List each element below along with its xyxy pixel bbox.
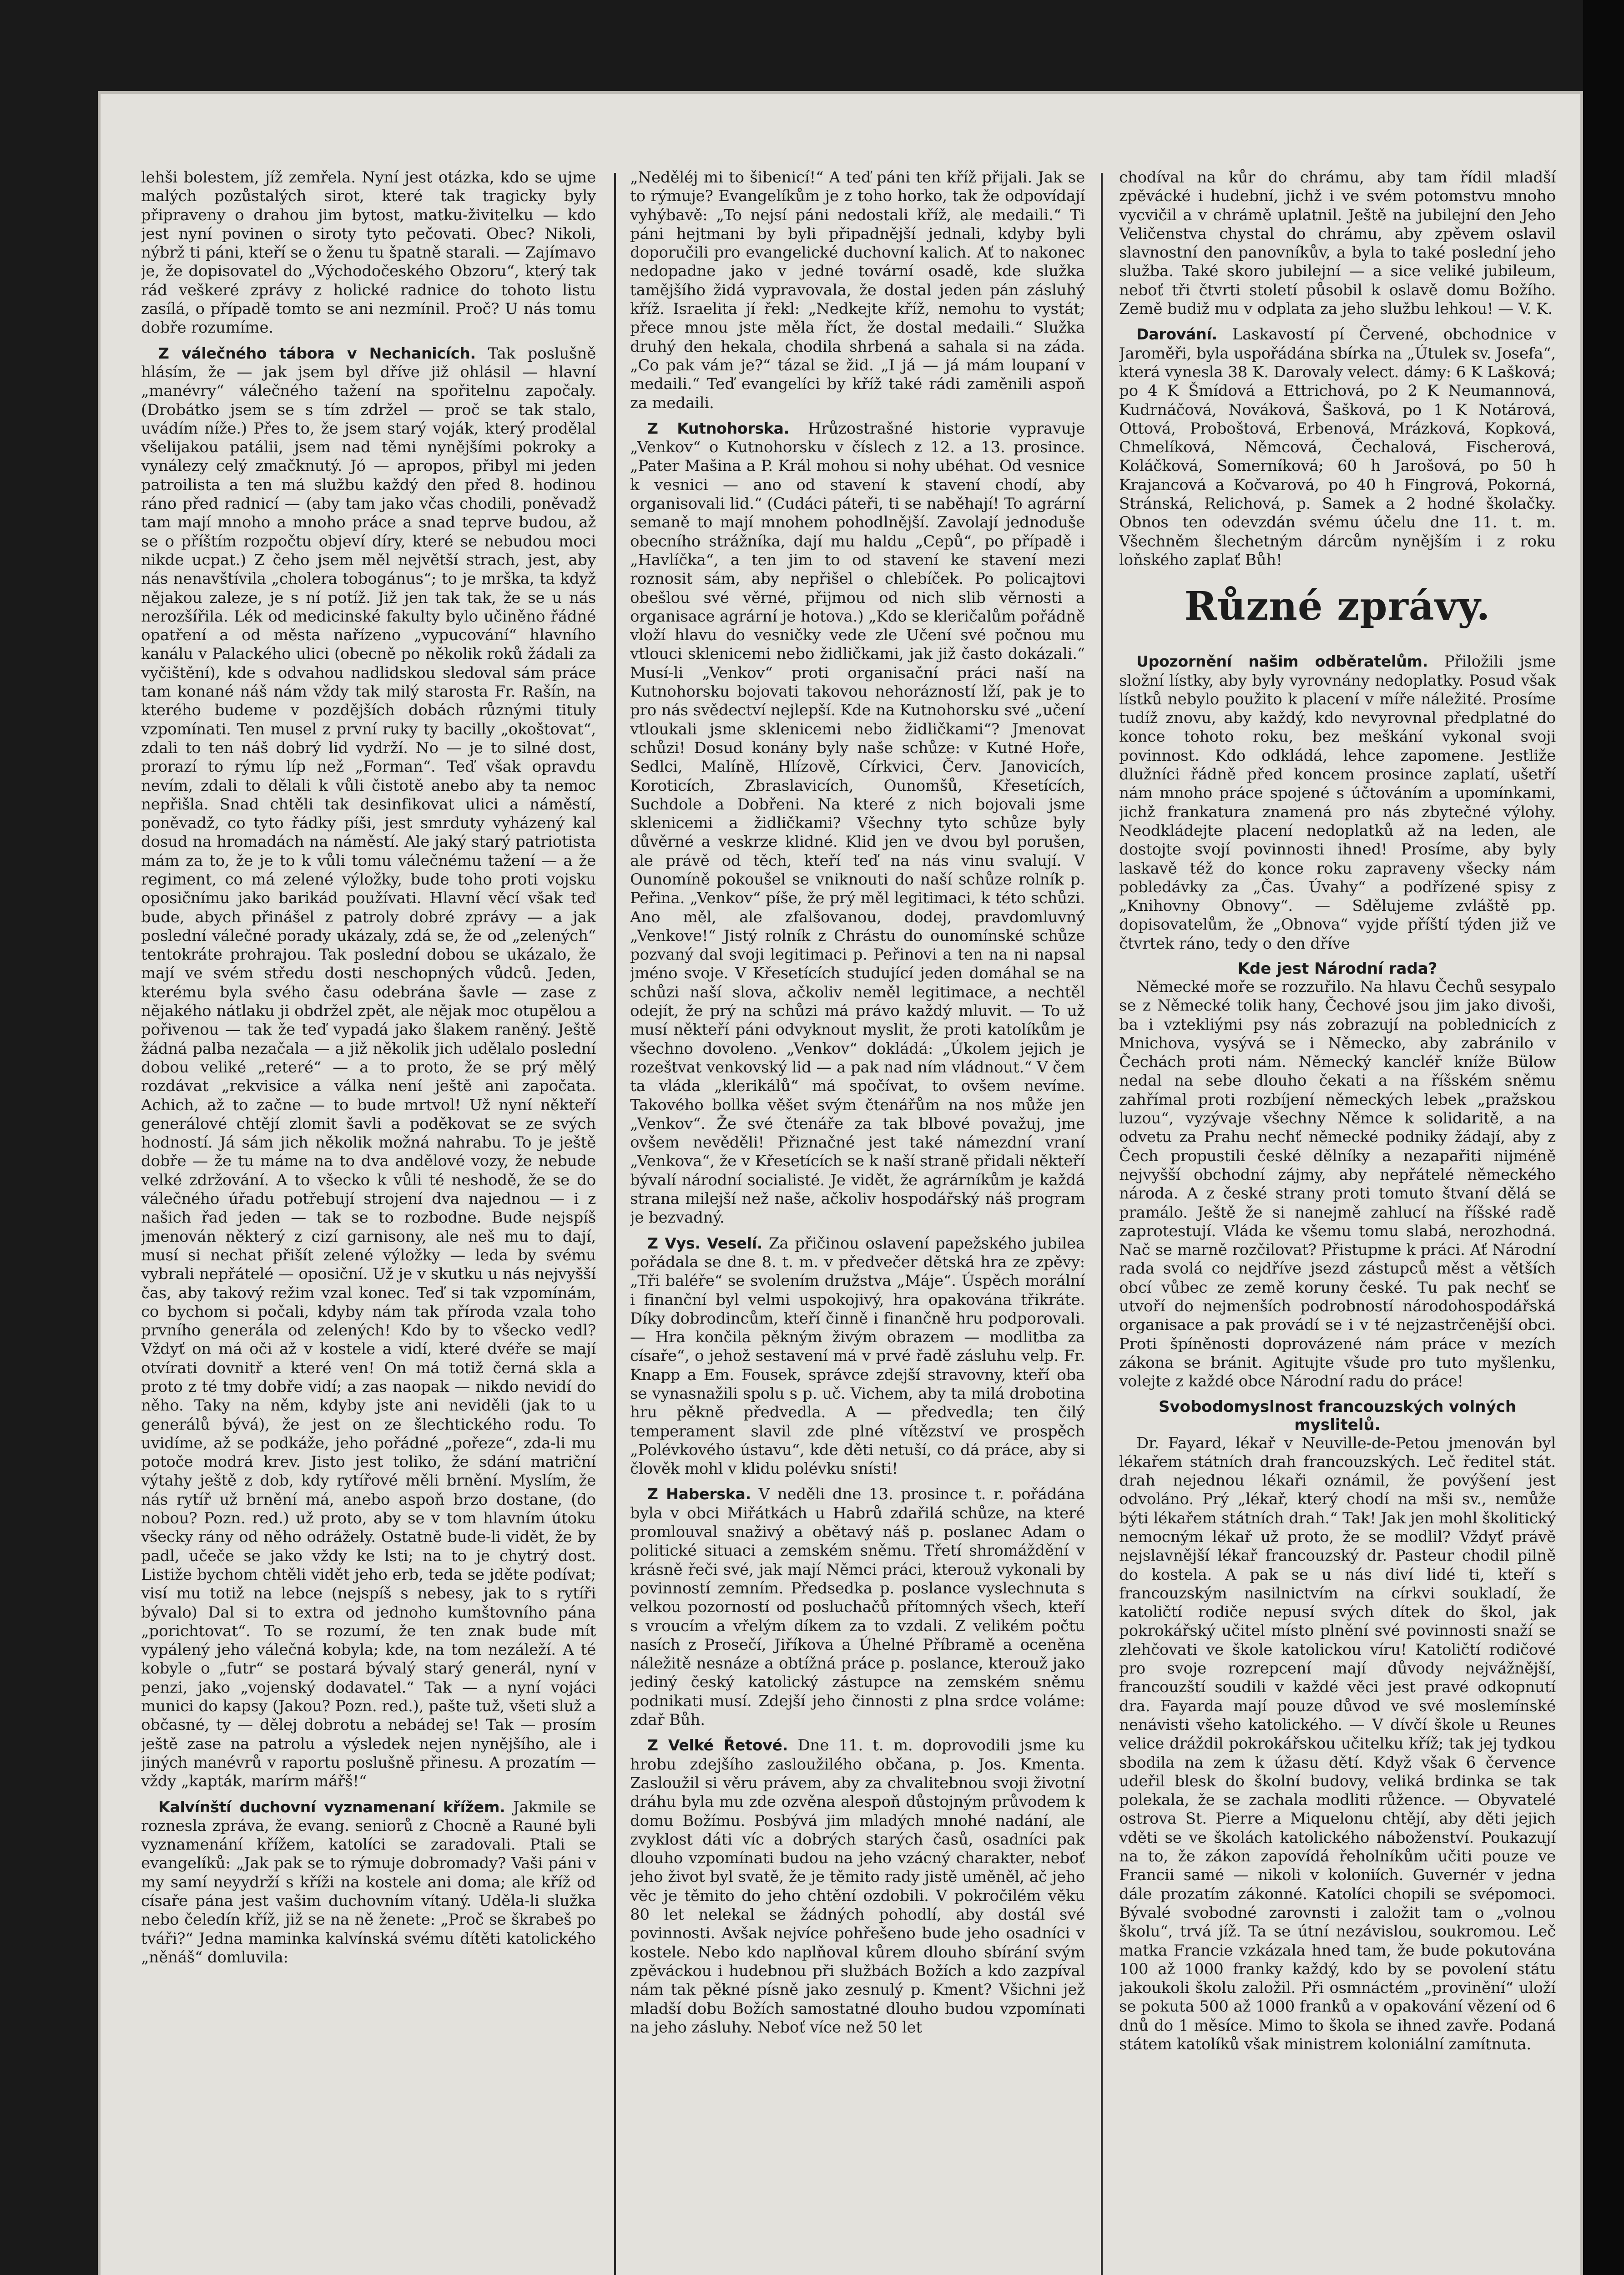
column-rule [614,173,616,2275]
article-text: Tak poslušně hlásím, že — jak jsem byl dříve již ohlásil — hlavní „manévry“ válečného tažení na spořitelnu započaly. (Drobátko jsem se s tím zdržel — proč se tak stalo, uvádím níže.) Přes to, že jsem starý voják, který prodělal všelijakou patálii, jsem nad těmi nynějšími pokroky a vynálezy celý zmačknutý. Jó — apropos, přibyl mi jeden patroilista a ten má službu každý den před 8. hodinou ráno před radnicí — (aby tam jako včas chodili, poněvadž tam mají mnoho a mnoho práce a snad teprve budou, až se o příštím rozpočtu objeví díry, které se nebudou moci nikde ucpat.) Z čeho jsem měl největší strach, jest, aby nás nenavštívila „cholera tobogánus“; to je mrška, ta když nějakou zaleze, je s ní potíž. Již jen tak tak, že se u nás nerozšířila. Lék od medicinské fakulty bylo učiněno řádné opatření a od města nařízeno „vypucování“ hlavního kanálu v Palackého ulici (obecně po několik roků žádali za vyčištění), kde s odvahou nadlidskou sledoval sám práce tam konané náš nám vždy tak milý starosta Fr. Rašín, na kterého budeme v pozdějších dobách různými tituly vzpomínati. Ten musel z první ruky ty bacilly „okoštovat“, zdali to ten náš dobrý lid vydrží. No — je to silné dost, prorazí to rýmu líp než „Forman“. Teď však opravdu nevím, zdali to dělali k vůli čistotě anebo aby ta nemoc nepřišla. Snad chtěli tak desinfikovat ulici a náměstí, poněvadž, co tyto řádky píši, jest smrduty vyházený kal dosud na hromadách na náměstí. Ale jaký starý patriotista mám za to, že je to k vůli tomu válečnému tažení — a že regiment, co má zelené výložky, bude toho proti vojsku oposičnímu jako barikád používati. Hlavní věcí však teď bude, abych přinášel z patroly dobré zprávy — a jak poslední válečné porady ukázaly, zdá se, že od „zelených“ tentokráte prohrajou. Tak poslední dobou se ukázalo, že mají ve svém středu dosti neschopných vůdců. Jeden, kterému byla svého času odebrána šavle — zase z nějakého nátlaku ji obdržel zpět, ale nějak moc otupělou a pořivenou — tak že teď vypadá jako šlakem raněný. Ještě žádná palba nezačala — a již několik jich udělalo poslední dobou veliké „reteré“ — a to proto, že se prý mělý rozdávat „rekvisice a válka není ještě ani započata. Achich, až to začne — to bude mrtvol! Už nyní někteří generálové chtějí zlomit šavli a poděkovat se ze svých hodností. Já sám jich několik možná nahrabu. To je ještě dobře — že tu máme na to dva andělové vozy, že nebude velké zdržování. A to všecko k vůli té neshodě, že se do válečného úřadu potřebují strojení dva najednou — i z našich řad jeden — tak se to rozbodne. Bude nejspíš jmenován některý z cizí garnisony, ale neš mu to dají, musí si nechat přišít zelené výložky — leda by svému vybrali nepřátelé — oposiční. Už je v skutku u nás nejvyšší čas, aby takový režim vzal konec. Teď si tak vzpomínám, co bychom si počali, kdyby nám tak příroda vzala toho prvního generála od zelených! Kdo by to všecko vedl? Vždyť on má oči až v kostele a vidí, které dvéře se mají otvírati dovnitř a které ven! On má totiž černá skla a proto z té tmy dobře vidí; a zas naopak — nikdo nevidí do něho. Taky na něm, kdyby jste ani neviděli (jak to u generálů bývá), že jest on ze šlechtického rodu. To uvidíme, až se podkáže, jeho pořádné „pořeze“, zda-li mu potoče modrá krev. Jisto jest toliko, že sdání matriční výtahy ještě z dob, kdy rytířové měli brnění. Myslím, že nás rytíř už brnění má, anebo aspoň brzo dostane, (do nobou? Pozn. red.) už proto, aby se v tom hlavním útoku všecky rány od něho odrážely. Ostatně bude-li vidět, že by padl, učeče se jako vždy ke lsti; na to je chytrý dost. Listiže bychom chtěli vidět jeho erb, teda se jděte podívat; visí mu totiž na lebce (nejspíš s nebesy, jak to s rytíři bývalo) Dal si to extra od jednoho kumštovního pána „porichtovat“. To se rozumí, že ten znak bude mít vypálený jeho válečná kobyla; kde, na tom nezáleží. A té kobyle o „futr“ se postará bývalý starý generál, nyní v penzi, jako „vojenský dodavatel.“ Tak — a nyní vojáci munici do kapsy (Jakou? Pozn. red.), pašte tuž, všeti služ a občasné, ty — dělej dobrotu a nebádej se! Tak — prosím ještě zase na patrolu a výsledek nejen nynějšího, ale i jiných manévrů v raportu poslušně přinesu. A prozatím — vždy „kapták, marírm mářš!“ [141,344,596,1791]
article-heading: Darování. [1136,325,1217,344]
article-text: Jakmile se roznesla zpráva, že evang. seniorů z Chocně a Rauné byli vyznamenání křížem, katolíci se zaradovali. Ptali se evangelíků: „Jak pak se to rýmuje dobromady? Vaši páni v my samí neyydrží s kříži na kostele ani doma; ale kříž od císaře pána jest vašim duchovním vítaný. Uděla-li služka nebo čeledín kříž, již se na ně ženete: „Proč se škrabeš po tváři?“ Jedna maminka kalvínská svému dítěti katolického „něnáš“ domluvila: [141,1798,596,1967]
article-text: Dne 11. t. m. doprovodili jsme ku hrobu zdejšího zasloužilého občana, p. Jos. Kmenta. Zasloužil si věru právem, aby za chvalitebnou svoji životní dráhu byla mu zde ozvěna alespoň důstojným průvodem k domu Božímu. Posbývá jim mladých mnohé nadání, ale zvyklost dáti víc a dobrých starých časů, osadníci pak dlouho vzpomínati budou na jeho vzácný charakter, neboť jeho život byl svatě, že je těmito rady jistě uměněl, ač jeho věc je těmito do jeho chtění ozdobili. V pokročilém věku 80 let nelekal se žádných pohodlí, aby dostál své povinnosti. Avšak nejvíce pohřešeno bude jeho osadníci v kostele. Nebo kdo naplňoval kůrem dlouho sbírání svým zpěváckou i hudebnou při službách Božích a kdo zazpíval nám tak pěkné písně jako zesnulý p. Kment? Všichni jež mladší dobu Božích samostatné dlouho budou vzpomínati na jeho zásluhy. Neboť více než 50 let [630,1736,1085,2037]
article-text: Hrůzostrašné historie vypravuje „Venkov“ o Kutnohorsku v číslech z 12. a 13. prosince. „Pater Mašina a P. Král mohou si nohy ubéhat. Od vesnice k vesnici — ano od stavení k stavení chodí, aby organisovali lid.“ (Cudáci páteři, ti se naběhají! To agrární semaně to mají mnohem pohodlnější. Zavolají jednoduše obecního strážníka, dají mu haldu „Cepů“, po případě i „Havlíčka“, a ten jim to od stavení ke stavení mezi roznosit sám, aby nepřišel o chlebíček. Po policajtovi obešlou své věrné, přijmou od nich slib věrnosti a organisace agrární je hotova.) „Kdo se kleričalům pořádně vloží hlavu do vesničky vede zle Učení své počnou mu vtlouci sklenicemi nebo židličkami, jak již často dokázali.“ Musí-li „Venkov“ proti organisační práci naší na Kutnohorsku bojovati takovou nehorázností lží, pak je to pro nás svědectví nejlepší. Kde na Kutnohorsku své „učení vtloukali jsme sklenicemi nebo židličkami“? Jmenovat schůzi! Dosud konány byly naše schůze: v Kutné Hoře, Sedlci, Malíně, Hlízově, Církvici, Červ. Janovicích, Koroticích, Zbraslavicích, Ounomšů, Křesetících, Suchdole a Dobřeni. Na které z nich bojovali jsme sklenicemi a židličkami? Všechny tyto schůze byly důvěrné a veskrze klidné. Klid jen ve dvou byl porušen, ale právě od těch, kteří teď na nás vinu svalují. V Ounomíně pokoušel se vniknouti do naší schůze rolník p. Peřina. „Venkov“ píše, že prý měl legitimaci, k této schůzi. Ano měl, ale zfalšovanou, dodej, pravdomluvný „Venkove!“ Jistý rolník z Chrástu do ounomínské schůze pozvaný dal svoji legitimaci p. Peřinovi a ten na ni napsal jméno svoje. V Křesetících studující jeden domáhal se na schůzi naší slova, ačkoliv neměl legitimace, a nechtěl odejít, že prý na schůzi má právo každý mluvit. — To už musí někteří páni odvyknout myslit, že proti katolíkům je všechno dovoleno. „Venkov“ dokládá: „Úkolem jejich je rozeštvat venkovský lid — a pak nad ním vládnout.“ V čem ta vláda „klerikálů“ má spočívat, to ovšem nevíme. Takového bollka věšet svým čtenářům na nos může jen „Venkov“. Že své čtenáře za tak blbové považuj, jme ovšem nevěděli! Přiznačné jest také námezdní vraní „Venkova“, že v Křesetících se k naší straně přidali někteří bývalí národní socialisté. Je vidět, že agrárníkům je každá strana milejší než naše, ačkoliv hospodářský náš program je bezvadný. [630,419,1085,1227]
article-heading: Svobodomyslnost francouzských volných myslitelů. [1158,1397,1517,1434]
article-paragraph [630,419,1085,1228]
article-text: V neděli dne 13. prosince t. r. pořádána byla v obci Miřátkách u Habrů zdařilá schůze, na které promlouval snaživý a obětavý náš p. poslanec Adam o politické situaci a zemském sněmu. Třetí shromáždění v krásně řeči své, jak mají Němci práci, kterouž vykonali by povinností zemním. Předsedka p. poslance vyslechnuta s velkou pozorností od posluchačů přítomných všech, kteří s vroucím a vřelým díkem za to vzdali. Z velikém počtu nasích z Prosečí, Jiříkova a Úhelné Příbramě a oceněna náležitě nesnáze a obtížná práce p. poslance, kterouž jako jediný český katolický zástupce na zemském sněmu podnikati musí. Zdejší jeho činnosti z plna srdce voláme: zdař Bůh. [630,1485,1085,1729]
article-text: Německé moře se rozzuřilo. Na hlavu Čechů sesypalo se z Německé tolik hany, Čechové jsou jim jako divoši, ba i vztekliými psy nás zobrazují na poblednicích z Mnichova, vysývá se i Německo, aby zabránilo v Čechách proti nám. Německý kancléř kníže Bülow nedal na sebe dlouho čekati a na říšském sněmu zahřímal proti rozbíjení německých lebek „pražskou luzou“, vyzývaje všechny Němce k solidaritě, a na odvetu za Prahu nechť německé podniky žádají, aby z Čech propustili české dělníky a nezapařiti nijméně nejvyšší obchodní zájmy, aby nepřátelé německého národa. A z české strany proti tomuto štvaní dělá se pramálo. Ještě že si nanejmě zahlucí na říšské radě zaprotestují. Vláda ke všemu tomu slabá, nerozhodná. Nač se marně rozčilovat? Přistupme k práci. Ať Národní rada svolá co nejdříve jsezd zástupců měst a větších obcí vůbec ze země koruny české. Tu pak nechť se utvoří do nejmenších podrobností národohospodářská organisace a pak provádí se i v té nejzastrčenější obci. Proti špíněnosti doprovázené nám práce v mezích zákona se bránit. Agitujte všude pro tuto myšlenku, volejte z každé obce Národní radu do práce! [1119,977,1556,1391]
article-heading: Kalvínští duchovní vyznamenaní křížem. [158,1798,505,1816]
article-text: Za přičinou oslavení papežského jubilea pořádala se dne 8. t. m. v předvečer dětská hra ze zpěvy: „Tři baléře“ se svolením družstva „Máje“. Úspěch morální i finanční byl velmi uspokojivý, hra opakována třikráte. Díky dobrodincům, kteří činně i finančně hru podporovali. — Hra končila pěkným živým obrazem — modlitba za císaře“, o jehož sestavení má v prvé řadě zásluhu velp. Fr. Knapp a Em. Fousek, správce zdejší stravovny, kteří oba se vynasnažili spolu s p. uč. Vichem, aby ta milá drobotina hru pěkně předvedla. A — předvedla; ten čilý temperament slavil zde plné vítězství ve prospěch „Polévkového ústavu“, kde děti netuší, co dá práce, aby si člověk mohl v klidu polévku snísti! [630,1234,1085,1478]
newspaper-page [98,91,1583,2275]
article-paragraph [1119,325,1556,570]
article-heading: Z Haberska. [647,1485,751,1503]
article-paragraph [1119,652,1556,953]
column-rule [1101,173,1103,2275]
article-paragraph [141,1798,596,1967]
column-right [1119,168,1556,2275]
article-text: chodíval na kůr do chrámu, aby tam řídil mladší zpěvácké i hudební, jichž i ve svém potomstvu mnoho vycvičil a v chrámě uplatnil. Ještě na jubilejní den Jeho Veličenstva chystal do chrámu, aby zpěvem oslavil slavnostní den panovníkův, a byla to také poslední jeho služba. Také skoro jubilejní — a sice veliké jubileum, neboť tři čtvrti století působil k oslavě domu Božího. Země budiž mu v odplata za jeho službu lehkou! — V. K. [1119,168,1556,318]
article-text: Laskavostí pí Červené, obchodnice v Jaroměři, byla uspořádána sbírka na „Útulek sv. Josefa“, která vynesla 38 K. Darovaly velect. dámy: 6 K Lašková; po 4 K Šmídová a Ettrichová, po 2 K Neumannová, Kudrnáčová, Nováková, Šašková, po 1 K Notárová, Ottová, Proboštová, Erbenová, Mrázková, Kopková, Chmelíková, Němcová, Čechalová, Fischerová, Koláčková, Somerníková; 60 h Jarošová, po 50 h Krajancová a Kočvarová, po 40 h Fingrová, Pokorná, Stránská, Relichová, p. Samek a 2 hodné školačky. Obnos ten odevzdán svému účelu dne 11. t. m. Všechněm šlechetným dárcům nynějším i z roku loňského zaplať Bůh! [1119,325,1556,569]
article-paragraph [630,1485,1085,1729]
article-text: „Neděléj mi to šibenicí!“ A teď páni ten kříž přijali. Jak se to rýmuje? Evangelíkům je z toho horko, tak že odpovídají vyhýbavě: „To nejsí páni nedostali kříž, ale medaili.“ Ti páni hejtmani by byli připadnější jednali, kdyby byli doporučili pro evangelické duchovní kalich. Ať to nakonec nedopadne jako v jedné tovární osadě, kde služka tamějšího židá vypravovala, že dostal jeden pán zásluhý kříž. Israelita jí řekl: „Nedkejte kříž, nemohu to vystát; přece mnou jste měla říct, že dostal medaili.“ Služka druhý den hekala, chodila shrbená a sahala si na záda. „Co pak vám je?“ tázal se žid. „I já — já mám loupaní v medaili.“ Teď evangelíci by kříž také rádi zaměnili aspoň za medaili. [630,168,1085,412]
article-text: Dr. Fayard, lékař v Neuville-de-Petou jmenován byl lékařem státních drah francouzských. Leč ředitel stát. drah nejednou lékaři oznámil, že povýšení jest odvoláno. Prý „lékař, který chodí na mši sv., nemůže býti lékařem státních drah.“ Tak! Jak jen mohl školitický nemocným lékař už proto, že se modlil? Vždyť právě nejslavnější lékař francouzský dr. Pasteur chodil pilně do kostela. A pak se u nás diví lidé ti, kteří s francouzským nasilnictvím na církvi soukladí, že katoličtí rodiče nepusí svých dítek do škol, jak pokrokářský učitel místo plnění své povinnosti snaží se zlehčovati ve škole katolickou víru! Katoličtí rodičové pro svoje rozrepcení mají důvody nejvážnější, francouzští soudili v každé věci jest pravé odkopnutí dra. Fayarda mají pouze důvod ve své moslemínské nenávisti všeho katolického. — V dívčí škole u Reunes velice dráždil pokrokářskou učitelku kříž; tak jej tydkou sbodila na zem k úžasu dětí. Když však 6 července udeřil blesk do školní budovy, veliká brdinka se tak polekala, že se zachala modliti růžence. — Obyvatelé ostrova St. Pierre a Miquelonu chtějí, aby děti jejich vděti se ve školách katolického náboženství. Poukazují na to, že zákon zapovídá řeholníkům učiti pouze ve Francii samé — nikoli v koloniích. Guvernér v jedna dále prozatím zákonné. Katolíci chopili se svépomoci. Bývalé svobodné zarovnsti i založit tam o „volnou školu“, trvá jíž. Ta se útní nezávislou, soukromou. Leč matka Francie vzkázala hned tam, že bude pokutována 100 až 1000 franky každý, kdo by se povolení státu jakoukoli školu založil. Při osmnáctém „provinění“ uloží se pokuta 500 až 1000 franků a v opakování vězení od 6 dnů do 1 měsíce. Mimo to škola se ihned zavře. Podaná státem katolíků však ministrem koloniální zamítnuta. [1119,1434,1556,2054]
article-heading: Z Velké Řetové. [647,1736,788,1754]
article-text: lehši bolestem, jíž zemřela. Nyní jest otázka, kdo se ujme malých pozůstalých sirot, které tak tragicky byly připraveny o drahou jim bytost, matku-živitelku — kdo jest nyní povinen o siroty tyto pečovati. Obec? Nikoli, nýbrž ti páni, kteří se o ženu tu špatně starali. — Zajímavo je, že dopisovatel do „Východočeského Obzoru“, který tak rád veškeré zprávy z holické radnice do tohoto listu zasílá, o případě tomto se ani nezmínil. Proč? U nás tomu dobře rozumíme. [141,168,596,337]
article-paragraph [630,1234,1085,1479]
article-paragraph [630,168,1085,413]
article-paragraph [1119,1434,1556,2054]
article-heading: Z válečného tábora v Nechanicích. [158,344,476,362]
article-heading: Z Vys. Veselí. [647,1234,763,1252]
article-paragraph [141,168,596,338]
article-heading: Z Kutnohorska. [647,419,790,437]
article-heading: Upozornění našim odběratelům. [1136,652,1428,671]
article-paragraph [1119,168,1556,318]
column-left [141,168,596,2275]
article-text: Přiložili jsme složní lístky, aby byly vyrovnány nedoplatky. Posud však lístků nebylo použito k placení v míře náležité. Prosíme tudíž znovu, aby každý, kdo nevyrovnal předplatné do konce tohoto roku, bez meškání vykonal svoji povinnost. Kdo odkládá, lehce zapomene. Jestliže dlužníci řádně před koncem prosince zaplatí, ušetří nám mnoho práce spojené s účtováním a upomínkami, jichž frankatura znamená pro nás zbytečné výlohy. Neodkládejte placení nedoplatků až na leden, ale dostojte svojí povinnosti ihned! Prosíme, aby byly laskavě též do konce roku zapraveny všecky nám pobledávky za „Čas. Úvahy“ a podřízené spisy z „Knihovny Obnovy“. — Sdělujeme zvláště pp. dopisovatelům, že „Obnova“ vyjde příští týden již ve čtvrtek ráno, tedy o den dříve [1119,652,1556,953]
scan-edge [1583,0,1624,2275]
article-heading: Kde jest Národní rada? [1237,959,1437,978]
article-paragraph [141,344,596,1791]
article-paragraph [630,1736,1085,2037]
article-paragraph [1119,978,1556,1391]
section-heading: Různé zprávy. [1184,583,1491,630]
column-middle [630,168,1085,2275]
